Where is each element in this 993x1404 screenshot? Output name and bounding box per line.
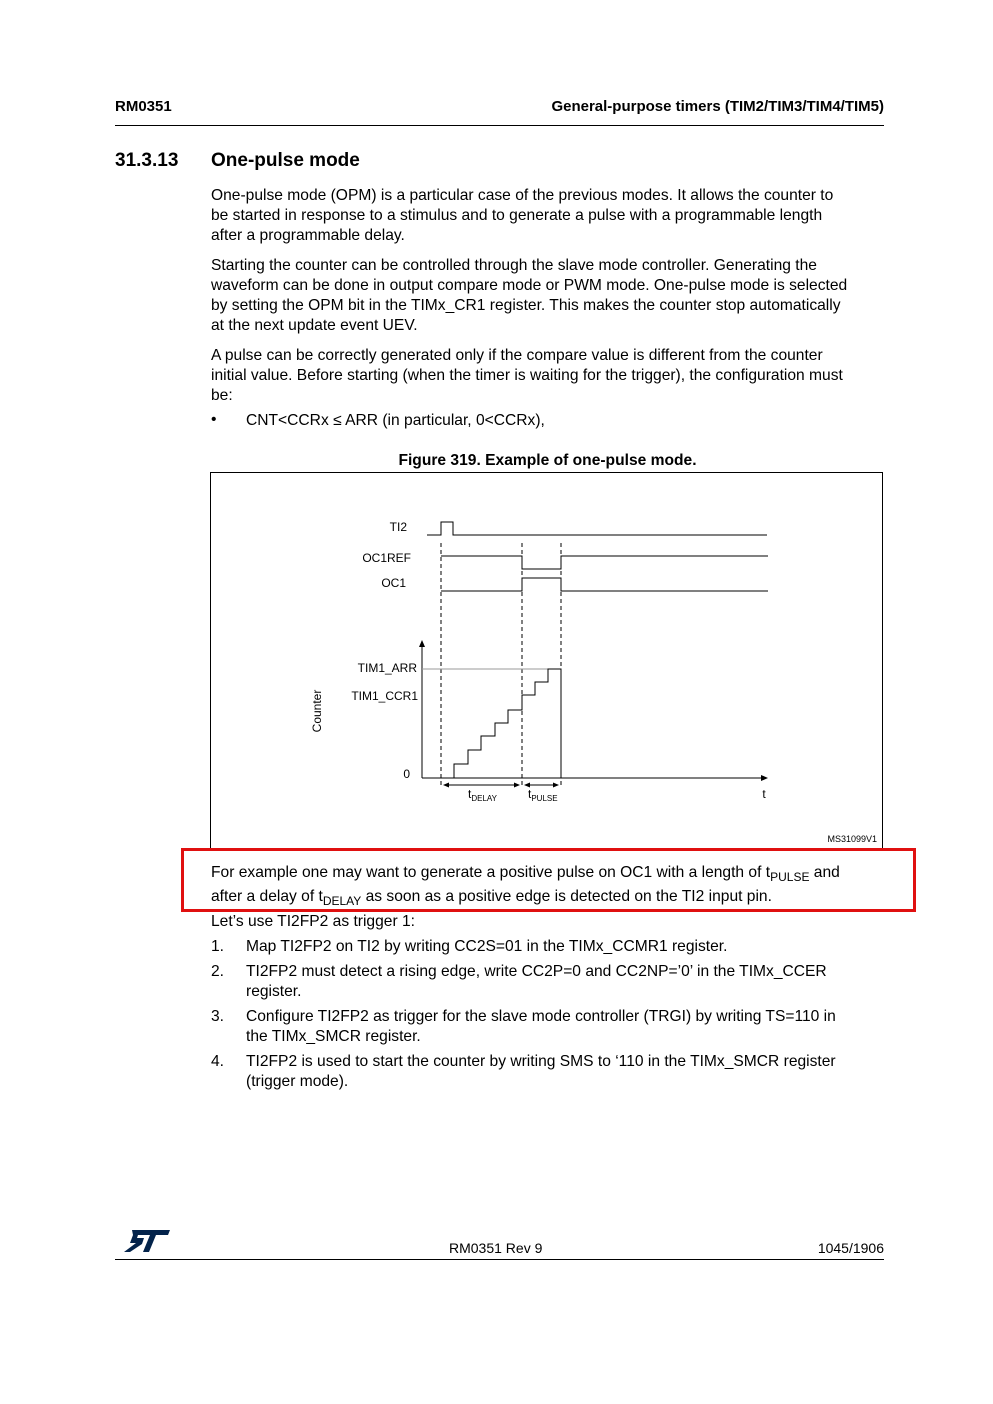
st-logo <box>122 1229 172 1258</box>
paragraph-2 <box>211 256 891 336</box>
t-delay-left-arrow-icon <box>443 783 449 788</box>
ti2-label: TI2 <box>389 520 407 534</box>
oc1-waveform <box>441 578 768 591</box>
step-3-number: 3. <box>211 1008 225 1025</box>
t-pulse-label: $t_{PULSE}$ <box>528 787 558 803</box>
step-3-text: Configure TI2FP2 as trigger for the slave mode controller (TRGI) by writing TS=110 in the TIMx_SMCR register. <box>246 1008 836 1045</box>
ccr1-label: TIM1_CCR1 <box>351 689 418 703</box>
ti2-waveform <box>427 522 767 535</box>
y-axis-arrow-icon <box>419 640 425 647</box>
oc1ref-label: OC1REF <box>362 551 411 565</box>
paragraph-line: One-pulse mode (OPM) is a particular case of the previous modes. It allows the counter to <box>211 187 834 204</box>
paragraph-1 <box>211 186 891 246</box>
oc1ref-waveform <box>441 556 768 569</box>
step-2-number: 2. <box>211 963 225 980</box>
bullet-symbol: • <box>211 411 217 428</box>
counter-axis-label: Counter <box>310 689 324 733</box>
example-line-1: For example one may want to generate a positive pulse on OC1 with a length of $t_{PULSE}$ and <box>211 864 840 885</box>
footer-page-number: 1045/1906 <box>817 1240 884 1256</box>
example-line-2: after a delay of $t_{DELAY}$ as soon as a positive edge is detected on the TI2 input pin. <box>211 888 772 909</box>
step-1-number: 1. <box>211 938 225 955</box>
time-axis-label: t <box>762 787 766 801</box>
paragraph-line: after a programmable delay. <box>211 227 405 244</box>
paragraph-line: Starting the counter can be controlled through the slave mode controller. Generating the <box>211 257 817 274</box>
paragraph-3 <box>211 346 891 406</box>
counter-staircase <box>441 669 561 778</box>
footer-rule <box>115 1259 884 1260</box>
oc1-label: OC1 <box>381 576 406 590</box>
highlight-box <box>181 848 916 912</box>
figure-id: MS31099V1 <box>827 834 877 844</box>
section-title: One-pulse mode <box>211 150 360 171</box>
paragraph-line: A pulse can be correctly generated only if the compare value is different from the counter <box>211 347 823 364</box>
step-4-number: 4. <box>211 1053 225 1070</box>
header-section-title: General-purpose timers (TIM2/TIM3/TIM4/TIM5) <box>551 98 884 115</box>
figure-box <box>210 472 883 850</box>
x-axis-arrow-icon <box>761 775 768 781</box>
step-1-text: Map TI2FP2 on TI2 by writing CC2S=01 in the TIMx_CCMR1 register. <box>246 938 728 955</box>
step-4-text: TI2FP2 is used to start the counter by writing SMS to ‘110 in the TIMx_SMCR register (trigger mode). <box>246 1053 836 1090</box>
arr-label: TIM1_ARR <box>357 661 417 675</box>
figure-caption: Figure 319. Example of one-pulse mode. <box>398 452 697 469</box>
one-pulse-diagram <box>211 473 882 849</box>
header-rule <box>115 125 884 126</box>
t-delay-right-arrow-icon <box>514 783 520 788</box>
zero-label: 0 <box>403 767 410 781</box>
doc-id: RM0351 <box>115 98 172 115</box>
footer-revision: RM0351 Rev 9 <box>449 1240 543 1256</box>
trigger-intro: Let’s use TI2FP2 as trigger 1: <box>211 913 415 930</box>
section-number: 31.3.13 <box>115 150 179 171</box>
bullet-text: CNT<CCRx ≤ ARR (in particular, 0<CCRx), <box>246 412 545 429</box>
paragraph-line: initial value. Before starting (when the timer is waiting for the trigger), the configuration must <box>211 367 843 384</box>
paragraph-line: be: <box>211 387 233 404</box>
paragraph-line: waveform can be done in output compare mode or PWM mode. One-pulse mode is selected <box>211 277 848 294</box>
t-pulse-right-arrow-icon <box>553 783 559 788</box>
step-2-text: TI2FP2 must detect a rising edge, write CC2P=0 and CC2NP=’0’ in the TIMx_CCER register. <box>246 963 827 1000</box>
paragraph-line: be started in response to a stimulus and to generate a pulse with a programmable length <box>211 207 823 224</box>
t-delay-label: $t_{DELAY}$ <box>468 787 497 803</box>
paragraph-line: by setting the OPM bit in the TIMx_CR1 register. This makes the counter stop automatically <box>211 297 841 314</box>
paragraph-line: at the next update event UEV. <box>211 317 418 334</box>
